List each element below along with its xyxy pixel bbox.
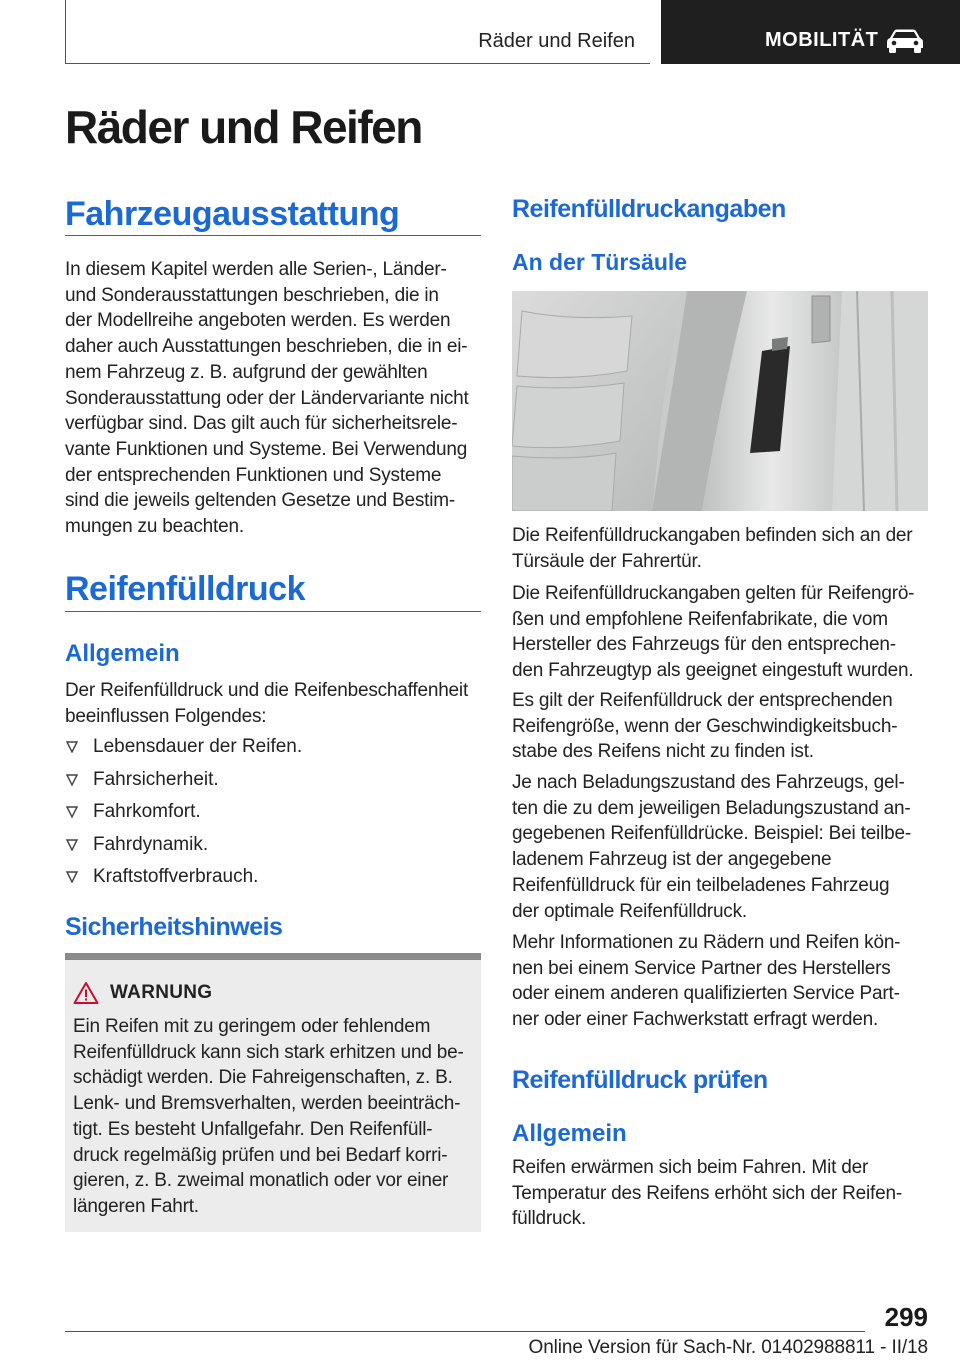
page-number: 299 <box>884 1302 928 1332</box>
paragraph-angaben-3: Es gilt der Reifenfülldruck der entsprechenden Reifengröße, wenn der Geschwindigkeitsbuch- stabe des Reifens nicht zu finden ist. <box>512 690 898 763</box>
paragraph-allgemein: Der Reifenfülldruck und die Reifenbeschaffenheit beeinflussen Folgendes: <box>65 680 469 727</box>
footer-rule <box>65 1331 865 1332</box>
bullet-triangle-icon <box>66 774 78 786</box>
warning-bar <box>65 953 481 960</box>
page-title: Räder und Reifen <box>65 101 422 153</box>
header-rule-left <box>65 0 66 64</box>
bullet-list <box>65 734 481 897</box>
bullet-triangle-icon <box>66 806 78 818</box>
warning-box <box>65 953 481 1232</box>
list-item: Fahrsicherheit. <box>65 767 481 800</box>
heading-allgemein: Allgemein <box>65 640 180 667</box>
heading-reifenfuelldruck: Reifenfülldruck <box>65 570 305 608</box>
warning-label: WARNUNG <box>110 982 213 1003</box>
paragraph-angaben-2: Die Reifenfülldruckangaben gelten für Reifengrö- ßen und empfohlene Reifenfabrikate, die vom Hersteller des Fahrzeugs für den entsprechen- den Fahrzeugtyp als geeignet eingestuft wurden. <box>512 583 915 682</box>
footer-text: Online Version für Sach-Nr. 01402988811 - II/18 <box>528 1337 928 1358</box>
bullet-triangle-icon <box>66 839 78 851</box>
paragraph-pruefen-allgemein: Reifen erwärmen sich beim Fahren. Mit der Temperatur des Reifens erhöht sich der Reifen- fülldruck. <box>512 1157 902 1230</box>
header-rule-bottom <box>65 63 650 64</box>
door-pillar-photo <box>512 291 928 511</box>
car-icon <box>883 28 927 54</box>
paragraph-fahrzeugausstattung: In diesem Kapitel werden alle Serien-, Länder- und Sonderausstattungen beschrieben, die in der Modellreihe angeboten werden. Es werden daher auch Ausstattungen beschrieben, die in ei- nem Fahrzeug z. B. aufgrund der gewählten Sonderausstattung oder der Ländervariante nicht verfügbar sind. Das gilt auch für sicherheitsrele- vante Funktionen und Systeme. Bei Verwendung der entsprechenden Funktionen und Systeme sind die jeweils geltenden Gesetze und Bestim- mungen zu beachten. <box>65 259 469 538</box>
header-section-title: Räder und Reifen <box>478 30 635 52</box>
heading-reifenfuelldruck-pruefen: Reifenfülldruck prüfen <box>512 1066 768 1094</box>
heading-sicherheitshinweis: Sicherheitshinweis <box>65 913 283 941</box>
list-item: Fahrkomfort. <box>65 799 481 832</box>
heading-allgemein-2: Allgemein <box>512 1120 627 1147</box>
heading-rule <box>65 235 481 236</box>
list-item: Fahrdynamik. <box>65 832 481 865</box>
warning-triangle-icon <box>73 981 99 1005</box>
heading-rule <box>65 611 481 612</box>
paragraph-angaben-5: Mehr Informationen zu Rädern und Reifen kön- nen bei einem Service Partner des Herstellers oder einem anderen qualifizierten Service Part- ner oder einer Fachwerkstatt erfragt werden. <box>512 932 901 1031</box>
bullet-triangle-icon <box>66 741 78 753</box>
door-pillar-illustration <box>512 291 928 511</box>
list-item: Kraftstoffverbrauch. <box>65 864 481 897</box>
warning-text: Ein Reifen mit zu geringem oder fehlendem Reifenfülldruck kann sich stark erhitzen und be- schädigt werden. Die Fahreigenschaften, z. B. Lenk- und Bremsverhalten, werden beeinträch- tigt. Es besteht Unfallgefahr. Den Reifenfüll- druck regelmäßig prüfen und bei Bedarf korri- gieren, z. B. zweimal monatlich oder vor einer längeren Fahrt. <box>73 1016 464 1217</box>
header-chapter-tab <box>661 0 960 64</box>
bullet-triangle-icon <box>66 871 78 883</box>
list-item: Lebensdauer der Reifen. <box>65 734 481 767</box>
paragraph-angaben-4: Je nach Beladungszustand des Fahrzeugs, gel- ten die zu dem jeweiligen Beladungszustand an- gegebenen Reifenfülldrücke. Beispiel: Bei teilbe- ladenem Fahrzeug ist der angegebene Reifenfülldruck für ein teilbeladenes Fahrzeug der optimale Reifenfülldruck. <box>512 772 911 922</box>
heading-fahrzeugausstattung: Fahrzeugausstattung <box>65 195 400 233</box>
header-chapter-label: MOBILITÄT <box>765 29 879 51</box>
heading-reifenfuelldruckangaben: Reifenfülldruckangaben <box>512 195 786 223</box>
heading-an-der-tuersaeule: An der Türsäule <box>512 249 688 275</box>
paragraph-angaben-1: Die Reifenfülldruckangaben befinden sich an der Türsäule der Fahrertür. <box>512 525 913 572</box>
